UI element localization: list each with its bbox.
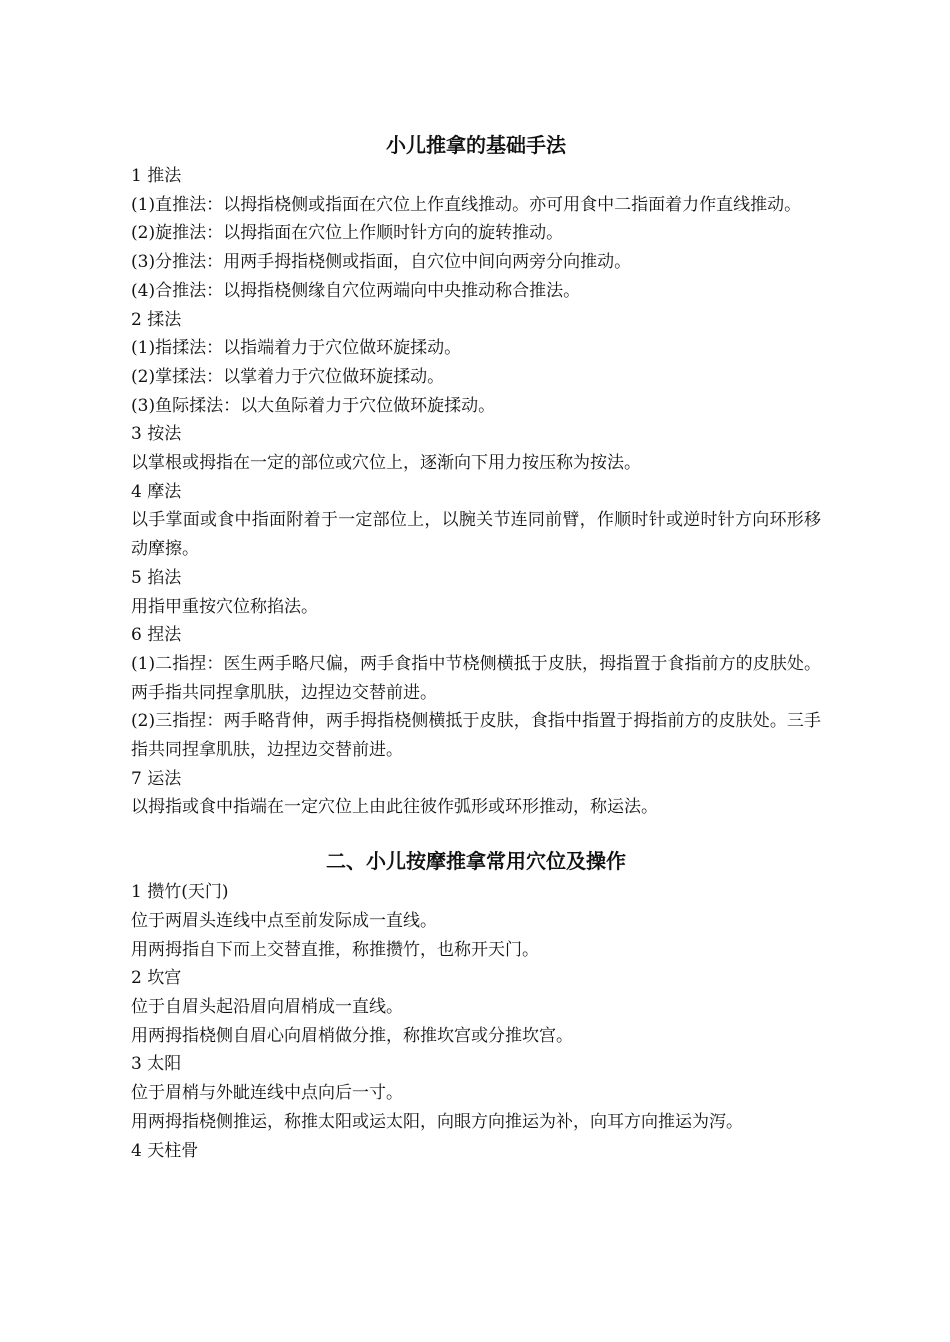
acupoint-heading-zanzhu: 1 攒竹(天门): [131, 882, 229, 903]
paragraph-divided-push: (3)分推法：用两手拇指桡侧或指面，自穴位中间向两旁分向推动。: [131, 252, 632, 273]
technique-heading-rub: 4 摩法: [131, 481, 182, 502]
acupoint-heading-taiyang: 3 太阳: [131, 1054, 182, 1075]
technique-heading-knead: 2 揉法: [131, 309, 182, 330]
section-title-acupoints: 二、小儿按摩推拿常用穴位及操作: [326, 849, 626, 874]
document-page: [131, 128, 821, 1165]
technique-heading-push: 1 推法: [131, 166, 182, 186]
paragraph-press: 以掌根或拇指在一定的部位或穴位上，逐渐向下用力按压称为按法。: [131, 453, 641, 474]
paragraph-zanzhu-location: 位于两眉头连线中点至前发际成一直线。: [131, 910, 437, 931]
paragraph-taiyang-location: 位于眉梢与外眦连线中点向后一寸。: [131, 1083, 403, 1104]
acupoint-heading-kangong: 2 坎宫: [131, 968, 182, 989]
technique-heading-transport: 7 运法: [131, 768, 182, 789]
paragraph-rotary-push: (2)旋推法：以拇指面在穴位上作顺时针方向的旋转推动。: [131, 223, 564, 244]
paragraph-kangong-location: 位于自眉头起沿眉向眉梢成一直线。: [131, 996, 403, 1017]
paragraph-three-finger-pinch: (2)三指捏：两手略背伸，两手拇指桡侧横抵于皮肤，食指中指置于拇指前方的皮肤处。三手指共同捏拿肌肤，边捏边交替前进。: [131, 711, 821, 761]
paragraph-zanzhu-operation: 用两拇指自下而上交替直推，称推攒竹，也称开天门。: [131, 939, 539, 960]
paragraph-pinch-nail: 用指甲重按穴位称掐法。: [131, 596, 318, 617]
paragraph-thenar-knead: (3)鱼际揉法：以大鱼际着力于穴位做环旋揉动。: [131, 395, 496, 416]
paragraph-direct-push: (1)直推法：以拇指桡侧或指面在穴位上作直线推动。亦可用食中二指面着力作直线推动。: [131, 194, 802, 215]
technique-heading-pinch: 6 捏法: [131, 625, 182, 646]
paragraph-combined-push: (4)合推法：以拇指桡侧缘自穴位两端向中央推动称合推法。: [131, 280, 581, 301]
acupoint-heading-tianzhugu: 4 天柱骨: [131, 1140, 199, 1161]
paragraph-kangong-operation: 用两拇指桡侧自眉心向眉梢做分推，称推坎宫或分推坎宫。: [131, 1025, 573, 1046]
paragraph-rub: 以手掌面或食中指面附着于一定部位上，以腕关节连同前臂，作顺时针或逆时针方向环形移动摩擦。: [131, 510, 821, 560]
paragraph-finger-knead: (1)指揉法：以指端着力于穴位做环旋揉动。: [131, 338, 462, 359]
paragraph-palm-knead: (2)掌揉法：以掌着力于穴位做环旋揉动。: [131, 366, 445, 387]
section-title-basic-techniques: 小儿推拿的基础手法: [386, 133, 566, 157]
technique-heading-press: 3 按法: [131, 424, 182, 445]
paragraph-two-finger-pinch: (1)二指捏：医生两手略尺偏，两手食指中节桡侧横抵于皮肤，拇指置于食指前方的皮肤处。两手指共同捏拿肌肤，边捏边交替前进。: [131, 653, 821, 703]
paragraph-transport: 以拇指或食中指端在一定穴位上由此往彼作弧形或环形推动，称运法。: [131, 797, 658, 818]
paragraph-taiyang-operation: 用两拇指桡侧推运，称推太阳或运太阳，向眼方向推运为补，向耳方向推运为泻。: [131, 1111, 743, 1132]
technique-heading-pinch-nail: 5 掐法: [131, 567, 182, 588]
